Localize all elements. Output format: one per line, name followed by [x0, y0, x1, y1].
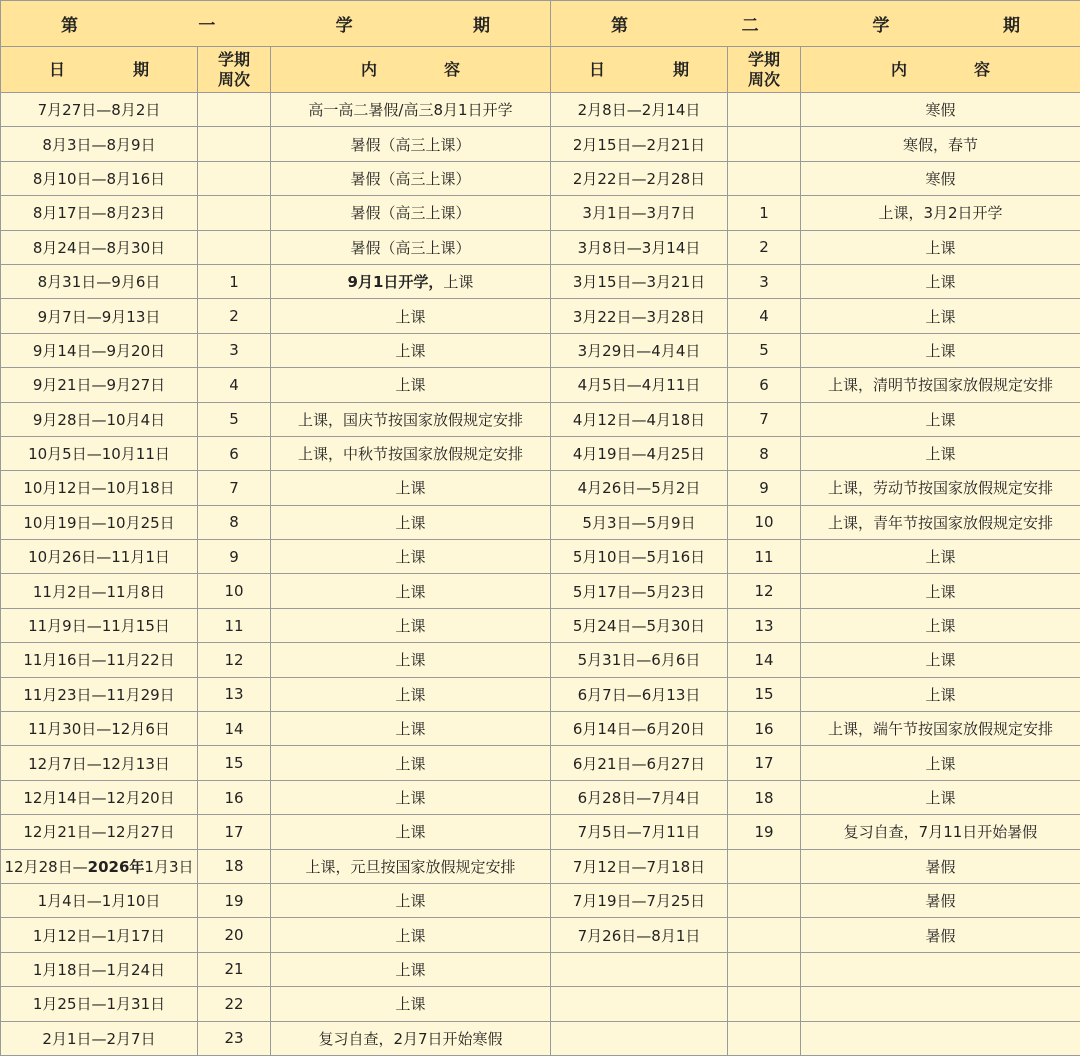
- semester2-week-cell: [728, 93, 801, 127]
- date-column-header: [1, 47, 198, 93]
- semester1-content-cell: 上课: [271, 746, 551, 780]
- semester2-date-cell: 3月1日—3月7日: [551, 196, 728, 230]
- semester1-week-cell: 22: [198, 987, 271, 1021]
- table-row: [1, 780, 1080, 814]
- semester1-week-cell: 13: [198, 677, 271, 711]
- semester2-date-cell: 4月12日—4月18日: [551, 402, 728, 436]
- semester2-content-cell: 上课，3月2日开学: [801, 196, 1080, 230]
- semester1-content-cell: 暑假（高三上课）: [271, 196, 551, 230]
- semester1-content-cell: 复习自查，2月7日开始寒假: [271, 1021, 551, 1055]
- semester1-date-cell: 9月21日—9月27日: [1, 368, 198, 402]
- semester1-week-cell: 8: [198, 505, 271, 539]
- table-row: [1, 299, 1080, 333]
- week-header-line1: 学期: [217, 49, 250, 69]
- week-column-header: [728, 47, 801, 93]
- semester2-week-cell: [728, 127, 801, 161]
- semester1-content-cell: 上课: [271, 677, 551, 711]
- table-row: [1, 127, 1080, 161]
- semester2-content-cell: 复习自查，7月11日开始暑假: [801, 815, 1080, 849]
- semester1-content-cell: 上课: [271, 952, 551, 986]
- semester2-date-cell: 5月10日—5月16日: [551, 540, 728, 574]
- semester1-date-cell: 9月28日—10月4日: [1, 402, 198, 436]
- semester1-content-cell: 上课: [271, 471, 551, 505]
- date-header-char: 日: [49, 59, 66, 79]
- semester1-week-cell: 3: [198, 333, 271, 367]
- semester1-week-cell: [198, 93, 271, 127]
- semester2-week-cell: 1: [728, 196, 801, 230]
- semester1-content-cell: 上课: [271, 780, 551, 814]
- semester1-content-cell: 上课: [271, 505, 551, 539]
- semester2-date-cell: 7月26日—8月1日: [551, 918, 728, 952]
- semester1-week-cell: 17: [198, 815, 271, 849]
- semester1-date-cell: [1, 849, 198, 883]
- semester1-content-cell: 上课: [271, 712, 551, 746]
- semester2-content-cell: 上课，清明节按国家放假规定安排: [801, 368, 1080, 402]
- semester1-content-cell: 上课: [271, 815, 551, 849]
- semester1-week-cell: 5: [198, 402, 271, 436]
- semester2-date-cell: [551, 987, 728, 1021]
- table-row: [1, 952, 1080, 986]
- semester1-content-cell: 上课: [271, 574, 551, 608]
- semester1-title-char: 学: [335, 16, 353, 36]
- semester2-content-cell: 上课: [801, 436, 1080, 470]
- semester1-title-char: 第: [61, 16, 78, 36]
- semester2-date-cell: 6月14日—6月20日: [551, 712, 728, 746]
- table-row: [1, 987, 1080, 1021]
- semester1-content-cell: 上课: [271, 918, 551, 952]
- semester1-week-cell: 16: [198, 780, 271, 814]
- semester1-content-cell: 上课，元旦按国家放假规定安排: [271, 849, 551, 883]
- semester1-week-cell: 21: [198, 952, 271, 986]
- semester1-date-cell: 1月25日—1月31日: [1, 987, 198, 1021]
- semester1-date-cell: 11月9日—11月15日: [1, 608, 198, 642]
- semester2-content-cell: [801, 952, 1080, 986]
- semester1-content-cell: 暑假（高三上课）: [271, 127, 551, 161]
- semester1-content-cell: 上课: [271, 608, 551, 642]
- week-column-header: [198, 47, 271, 93]
- semester1-date-cell: 1月18日—1月24日: [1, 952, 198, 986]
- semester2-date-cell: 5月24日—5月30日: [551, 608, 728, 642]
- semester1-date-cell: 12月7日—12月13日: [1, 746, 198, 780]
- semester2-content-cell: 寒假，春节: [801, 127, 1080, 161]
- date-header-char: 期: [132, 59, 149, 79]
- semester1-week-cell: [198, 127, 271, 161]
- semester1-week-cell: 19: [198, 883, 271, 917]
- semester2-date-cell: 4月19日—4月25日: [551, 436, 728, 470]
- semester1-date-cell: 10月5日—10月11日: [1, 436, 198, 470]
- semester1-week-cell: [198, 230, 271, 264]
- semester2-week-cell: 5: [728, 333, 801, 367]
- semester-title-row: [1, 1, 1080, 47]
- semester1-title-char: 一: [198, 16, 216, 36]
- semester1-date-cell: 11月2日—11月8日: [1, 574, 198, 608]
- table-row: [1, 161, 1080, 195]
- semester2-week-cell: 17: [728, 746, 801, 780]
- content-header-char: 内: [361, 59, 378, 79]
- semester2-date-cell: 2月22日—2月28日: [551, 161, 728, 195]
- semester1-week-cell: 6: [198, 436, 271, 470]
- semester1-date-cell: 9月7日—9月13日: [1, 299, 198, 333]
- table-row: [1, 815, 1080, 849]
- semester2-date-cell: 4月5日—4月11日: [551, 368, 728, 402]
- date-header-char: 日: [589, 59, 606, 79]
- semester2-date-cell: 3月22日—3月28日: [551, 299, 728, 333]
- semester2-date-cell: 5月17日—5月23日: [551, 574, 728, 608]
- semester1-date-cell: 11月30日—12月6日: [1, 712, 198, 746]
- content-part: 上课: [443, 273, 474, 292]
- semester1-content-cell: 高一高二暑假/高三8月1日开学: [271, 93, 551, 127]
- semester1-date-cell: 10月12日—10月18日: [1, 471, 198, 505]
- semester2-week-cell: 9: [728, 471, 801, 505]
- semester1-content-cell: 上课，中秋节按国家放假规定安排: [271, 436, 551, 470]
- semester2-date-cell: 6月28日—7月4日: [551, 780, 728, 814]
- semester1-date-cell: 8月31日—9月6日: [1, 264, 198, 298]
- date-column-header: [551, 47, 728, 93]
- semester2-content-cell: 上课: [801, 746, 1080, 780]
- semester2-content-cell: 上课，劳动节按国家放假规定安排: [801, 471, 1080, 505]
- semester2-title: [551, 1, 1080, 47]
- content-column-header: [271, 47, 551, 93]
- semester1-title-char: 期: [472, 16, 490, 36]
- table-row: [1, 677, 1080, 711]
- semester1-week-cell: 14: [198, 712, 271, 746]
- table-row: [1, 1021, 1080, 1055]
- semester1-content-cell: 上课: [271, 643, 551, 677]
- week-header-line2: 周次: [217, 69, 250, 89]
- semester2-date-cell: 6月21日—6月27日: [551, 746, 728, 780]
- table-row: [1, 540, 1080, 574]
- semester2-week-cell: 13: [728, 608, 801, 642]
- table-row: [1, 608, 1080, 642]
- semester1-week-cell: 2: [198, 299, 271, 333]
- semester2-date-cell: 7月12日—7月18日: [551, 849, 728, 883]
- semester2-week-cell: 3: [728, 264, 801, 298]
- semester2-content-cell: 上课: [801, 402, 1080, 436]
- semester2-content-cell: 上课: [801, 643, 1080, 677]
- date-part: 1月3日: [144, 857, 194, 876]
- semester1-content-cell: 上课: [271, 368, 551, 402]
- semester2-date-cell: 3月29日—4月4日: [551, 333, 728, 367]
- table-row: [1, 883, 1080, 917]
- semester1-content-cell: 暑假（高三上课）: [271, 161, 551, 195]
- table-row: [1, 230, 1080, 264]
- semester2-content-cell: [801, 1021, 1080, 1055]
- date-year-bold: 2026年: [87, 857, 145, 876]
- semester2-week-cell: 16: [728, 712, 801, 746]
- semester1-content-cell: 上课: [271, 987, 551, 1021]
- semester1-week-cell: [198, 196, 271, 230]
- semester2-content-cell: 上课: [801, 608, 1080, 642]
- table-row: [1, 471, 1080, 505]
- semester1-content-cell: 上课，国庆节按国家放假规定安排: [271, 402, 551, 436]
- semester1-date-cell: 7月27日—8月2日: [1, 93, 198, 127]
- semester1-date-cell: 1月4日—1月10日: [1, 883, 198, 917]
- semester2-week-cell: [728, 918, 801, 952]
- semester1-title: [1, 1, 551, 47]
- semester2-content-cell: 寒假: [801, 161, 1080, 195]
- table-row: [1, 402, 1080, 436]
- week-header-line1: 学期: [747, 49, 780, 69]
- semester1-date-cell: 9月14日—9月20日: [1, 333, 198, 367]
- semester2-week-cell: 14: [728, 643, 801, 677]
- semester2-week-cell: 18: [728, 780, 801, 814]
- semester2-week-cell: 19: [728, 815, 801, 849]
- semester1-week-cell: 9: [198, 540, 271, 574]
- semester1-content-cell: 上课: [271, 540, 551, 574]
- semester1-content-cell: 上课: [271, 333, 551, 367]
- semester1-week-cell: 18: [198, 849, 271, 883]
- table-row: [1, 643, 1080, 677]
- semester1-content-cell: [271, 264, 551, 298]
- date-part: 12月28日—: [4, 857, 88, 876]
- semester2-content-cell: 上课: [801, 230, 1080, 264]
- semester2-date-cell: 3月8日—3月14日: [551, 230, 728, 264]
- semester2-content-cell: [801, 987, 1080, 1021]
- semester1-date-cell: 8月3日—8月9日: [1, 127, 198, 161]
- semester2-date-cell: [551, 1021, 728, 1055]
- semester2-week-cell: 12: [728, 574, 801, 608]
- content-header-char: 容: [443, 59, 460, 79]
- semester1-content-cell: 上课: [271, 883, 551, 917]
- semester2-title-char: 期: [1002, 16, 1020, 36]
- semester2-date-cell: 4月26日—5月2日: [551, 471, 728, 505]
- semester2-date-cell: 7月19日—7月25日: [551, 883, 728, 917]
- semester1-date-cell: 10月26日—11月1日: [1, 540, 198, 574]
- semester1-date-cell: 11月16日—11月22日: [1, 643, 198, 677]
- semester1-week-cell: 23: [198, 1021, 271, 1055]
- semester2-content-cell: 暑假: [801, 883, 1080, 917]
- semester2-title-char: 第: [611, 16, 628, 36]
- table-row: [1, 264, 1080, 298]
- semester1-week-cell: 1: [198, 264, 271, 298]
- semester2-content-cell: 上课: [801, 333, 1080, 367]
- semester2-week-cell: [728, 883, 801, 917]
- semester2-content-cell: 上课，端午节按国家放假规定安排: [801, 712, 1080, 746]
- semester1-content-cell: 上课: [271, 299, 551, 333]
- column-header-row: [1, 47, 1080, 93]
- semester1-date-cell: 1月12日—1月17日: [1, 918, 198, 952]
- content-header-char: 容: [973, 59, 990, 79]
- semester2-week-cell: [728, 849, 801, 883]
- table-row: [1, 436, 1080, 470]
- semester2-week-cell: [728, 952, 801, 986]
- semester2-content-cell: 上课: [801, 574, 1080, 608]
- semester1-date-cell: 8月10日—8月16日: [1, 161, 198, 195]
- semester2-week-cell: 7: [728, 402, 801, 436]
- semester2-week-cell: [728, 161, 801, 195]
- semester2-date-cell: 2月15日—2月21日: [551, 127, 728, 161]
- semester2-content-cell: 上课: [801, 299, 1080, 333]
- semester2-week-cell: 6: [728, 368, 801, 402]
- semester1-date-cell: 10月19日—10月25日: [1, 505, 198, 539]
- semester1-date-cell: 8月17日—8月23日: [1, 196, 198, 230]
- semester2-content-cell: 上课: [801, 780, 1080, 814]
- semester1-week-cell: 12: [198, 643, 271, 677]
- semester2-date-cell: 3月15日—3月21日: [551, 264, 728, 298]
- content-header-char: 内: [891, 59, 908, 79]
- semester2-title-char: 学: [872, 16, 890, 36]
- semester2-week-cell: [728, 987, 801, 1021]
- semester1-week-cell: 7: [198, 471, 271, 505]
- semester2-content-cell: 寒假: [801, 93, 1080, 127]
- table-row: [1, 574, 1080, 608]
- semester2-week-cell: 8: [728, 436, 801, 470]
- semester1-date-cell: 8月24日—8月30日: [1, 230, 198, 264]
- semester2-content-cell: 暑假: [801, 918, 1080, 952]
- week-header-line2: 周次: [747, 69, 780, 89]
- semester2-week-cell: 10: [728, 505, 801, 539]
- table-row: [1, 918, 1080, 952]
- semester2-content-cell: 上课: [801, 540, 1080, 574]
- semester1-date-cell: 11月23日—11月29日: [1, 677, 198, 711]
- semester2-content-cell: 上课: [801, 677, 1080, 711]
- semester2-week-cell: [728, 1021, 801, 1055]
- semester1-date-cell: 2月1日—2月7日: [1, 1021, 198, 1055]
- content-bold: 9月1日开学，: [347, 273, 444, 292]
- semester2-date-cell: [551, 952, 728, 986]
- table-row: [1, 196, 1080, 230]
- content-column-header: [801, 47, 1080, 93]
- table-row: [1, 368, 1080, 402]
- semester2-date-cell: 6月7日—6月13日: [551, 677, 728, 711]
- semester1-week-cell: 15: [198, 746, 271, 780]
- semester2-week-cell: 15: [728, 677, 801, 711]
- semester1-week-cell: 20: [198, 918, 271, 952]
- table-row: [1, 93, 1080, 127]
- semester2-week-cell: 11: [728, 540, 801, 574]
- semester2-date-cell: 7月5日—7月11日: [551, 815, 728, 849]
- semester1-week-cell: 10: [198, 574, 271, 608]
- table-row: [1, 505, 1080, 539]
- semester1-date-cell: 12月21日—12月27日: [1, 815, 198, 849]
- semester1-date-cell: 12月14日—12月20日: [1, 780, 198, 814]
- table-row: [1, 746, 1080, 780]
- table-row: [1, 333, 1080, 367]
- semester2-title-char: 二: [741, 16, 759, 36]
- semester2-date-cell: 5月31日—6月6日: [551, 643, 728, 677]
- semester1-week-cell: [198, 161, 271, 195]
- date-header-char: 期: [672, 59, 689, 79]
- semester2-week-cell: 4: [728, 299, 801, 333]
- semester2-week-cell: 2: [728, 230, 801, 264]
- table-row: [1, 849, 1080, 883]
- semester1-content-cell: 暑假（高三上课）: [271, 230, 551, 264]
- semester2-content-cell: 上课，青年节按国家放假规定安排: [801, 505, 1080, 539]
- semester2-content-cell: 暑假: [801, 849, 1080, 883]
- semester1-week-cell: 11: [198, 608, 271, 642]
- semester2-date-cell: 2月8日—2月14日: [551, 93, 728, 127]
- table-row: [1, 712, 1080, 746]
- semester2-content-cell: 上课: [801, 264, 1080, 298]
- calendar-body: [1, 93, 1080, 1056]
- semester1-week-cell: 4: [198, 368, 271, 402]
- semester2-date-cell: 5月3日—5月9日: [551, 505, 728, 539]
